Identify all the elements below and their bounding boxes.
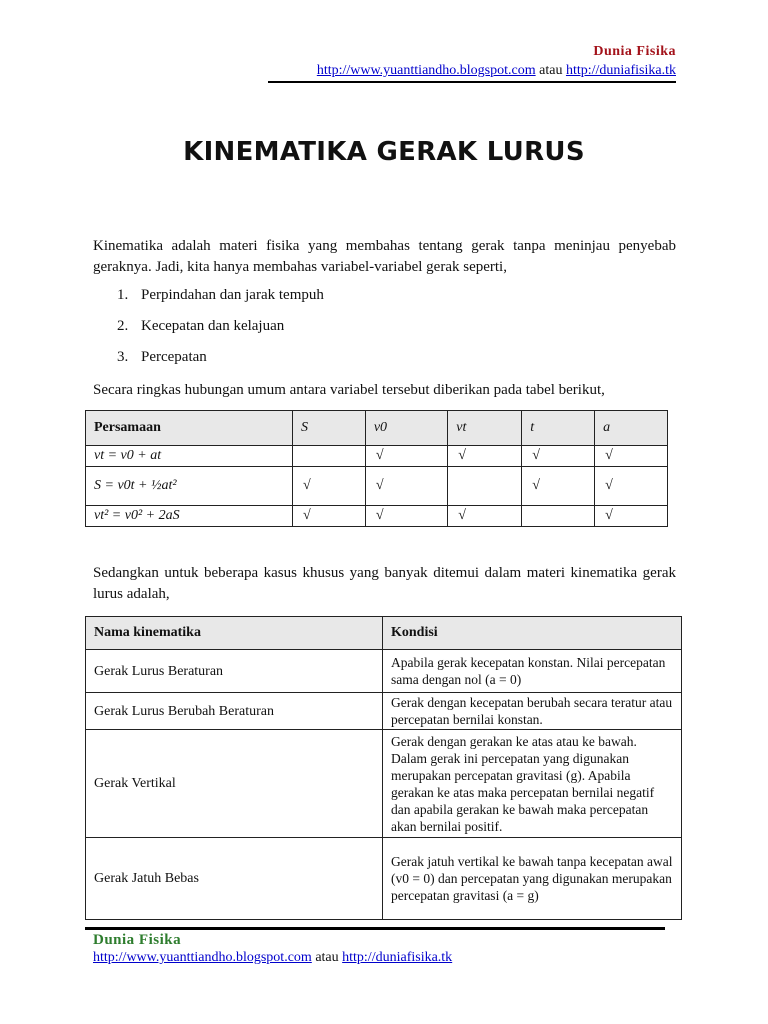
list-text: Percepatan [141,349,207,365]
header-brand: Dunia Fisika [593,44,676,59]
check-cell: √ [595,467,668,506]
col-header: t [522,411,595,446]
col-header: a [595,411,668,446]
table-row [86,838,682,920]
kinematics-name-cell: Gerak Vertikal [86,730,383,838]
header-link-blog[interactable]: http://www.yuanttiandho.blogspot.com [316,63,536,78]
special-cases-paragraph: Sedangkan untuk beberapa kasus khusus yang banyak ditemui dalam materi kinematika gerak lurus adalah, [93,565,676,602]
col-header: Kondisi [383,617,682,650]
kinematics-name-cell: Gerak Jatuh Bebas [86,838,383,920]
condition-cell: Apabila gerak kecepatan konstan. Nilai percepatan sama dengan nol (a = 0) [383,650,682,693]
footer-separator: atau [315,950,339,965]
condition-cell: Gerak dengan kecepatan berubah secara teratur atau percepatan bernilai konstan. [383,693,682,730]
condition-cell: Gerak jatuh vertikal ke bawah tanpa kecepatan awal (v0 = 0) dan percepatan yang digunakan merupakan percepatan gravitasi (a = g) [383,838,682,920]
check-cell: √ [365,446,447,467]
table-row [86,650,682,693]
col-header: S [293,411,366,446]
check-cell: √ [595,506,668,527]
check-cell: √ [365,467,447,506]
list-item [117,287,324,304]
check-cell: √ [293,467,366,506]
check-cell [293,446,366,467]
table-header-row [86,617,682,650]
equation-cell: S = v0t + ½at² [86,467,293,506]
variables-table [85,410,668,527]
table-row [86,506,668,527]
list-text: Perpindahan dan jarak tempuh [141,287,324,303]
col-header: Persamaan [86,411,293,446]
table-row [86,730,682,838]
check-cell: √ [522,446,595,467]
check-cell: √ [448,506,522,527]
kinematics-name-cell: Gerak Lurus Berubah Beraturan [86,693,383,730]
table-row [86,467,668,506]
page-footer [93,931,452,967]
footer-link-site[interactable]: http://duniafisika.tk [342,950,453,965]
condition-cell: Gerak dengan gerakan ke atas atau ke bawah. Dalam gerak ini percepatan yang digunakan merupakan percepatan gravitasi (g). Apabila gerakan ke atas maka percepatan bernilai negatif dan apabila gerakan ke bawah maka percepatan akan bernilai positif. [383,730,682,838]
list-text: Kecepatan dan kelajuan [141,318,285,334]
equation-cell: vt² = v0² + 2aS [86,506,293,527]
page-header [317,42,676,80]
header-links [317,61,676,80]
list-item [117,349,207,366]
equation-cell: vt = v0 + at [86,446,293,467]
table-header-row [86,411,668,446]
col-header: vt [448,411,522,446]
check-cell: √ [365,506,447,527]
col-header: Nama kinematika [86,617,383,650]
header-separator: atau [539,63,563,78]
footer-brand: Dunia Fisika [93,932,182,948]
header-link-site[interactable]: http://duniafisika.tk [565,63,676,78]
check-cell [448,467,522,506]
list-item [117,318,284,335]
col-header: v0 [365,411,447,446]
intro-paragraph: Kinematika adalah materi fisika yang membahas tentang gerak tanpa meninjau penyebab geraknya. Jadi, kita hanya membahas variabel-variabel gerak seperti, [93,238,676,275]
check-cell: √ [595,446,668,467]
check-cell: √ [293,506,366,527]
check-cell: √ [448,446,522,467]
header-rule [268,81,676,83]
kinematics-name-cell: Gerak Lurus Beraturan [86,650,383,693]
table-row [86,693,682,730]
summary-paragraph: Secara ringkas hubungan umum antara variabel tersebut diberikan pada tabel berikut, [93,382,605,398]
check-cell [522,506,595,527]
footer-rule [85,927,665,930]
list-number: 1. [117,287,129,303]
footer-link-blog[interactable]: http://www.yuanttiandho.blogspot.com [93,950,312,965]
list-number: 2. [117,318,129,334]
footer-links [93,949,452,967]
check-cell: √ [522,467,595,506]
page-title: KINEMATIKA GERAK LURUS [183,137,585,167]
special-cases-table [85,616,682,920]
table-row [86,446,668,467]
list-number: 3. [117,349,129,365]
